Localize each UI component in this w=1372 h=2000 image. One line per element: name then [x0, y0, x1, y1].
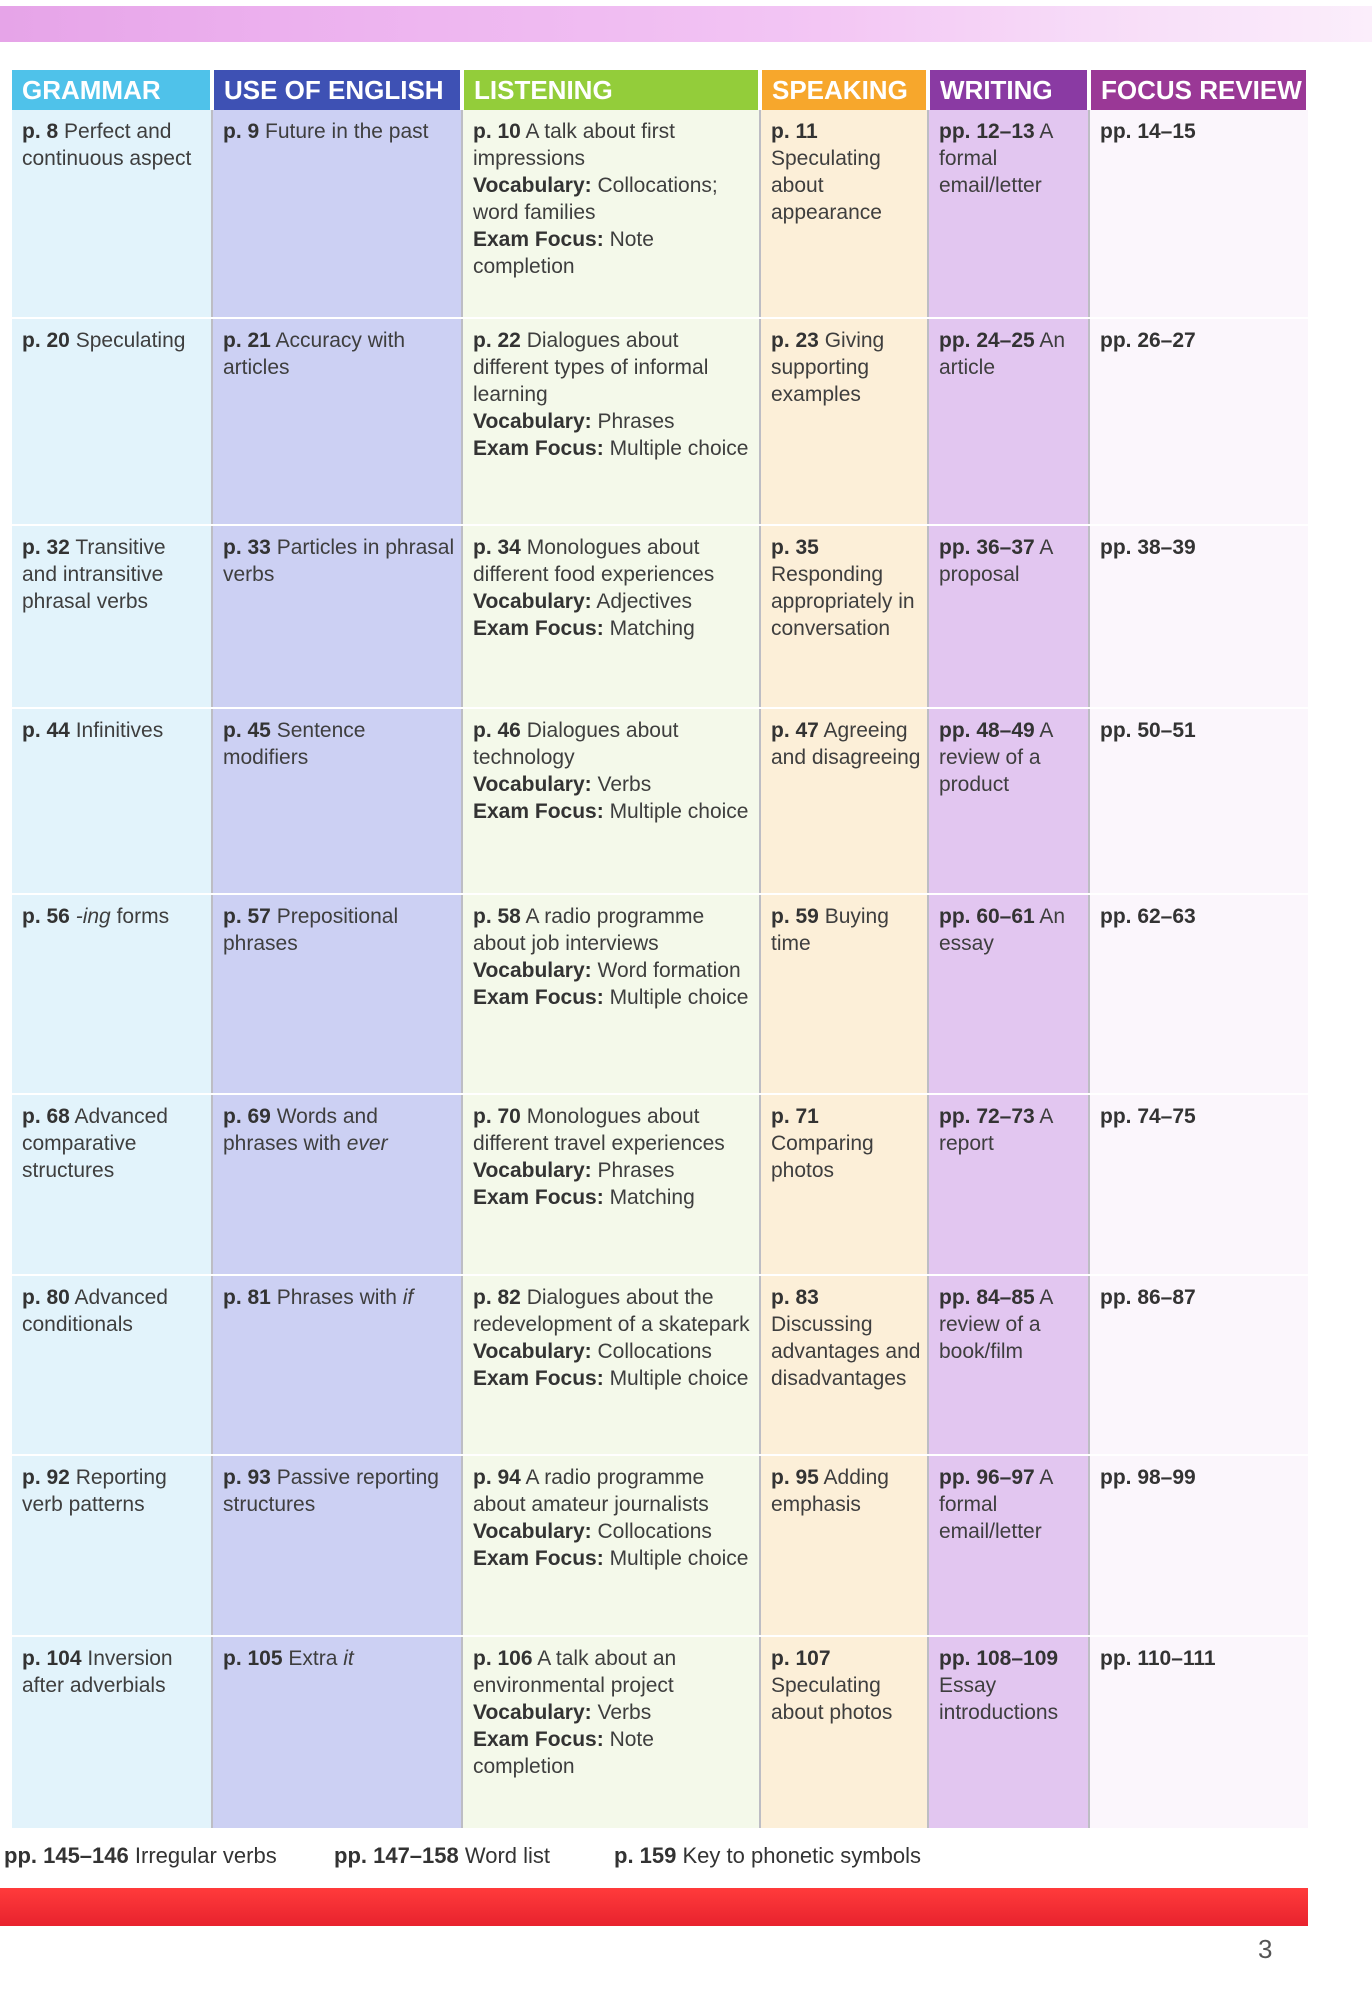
- cell-main-text: [473, 1105, 725, 1155]
- page-reference: p. 69: [223, 1105, 271, 1128]
- cell-use-of-english[interactable]: [212, 1275, 462, 1455]
- page-reference: p. 32: [22, 536, 70, 559]
- cell-use-of-english[interactable]: [212, 708, 462, 894]
- cell-main-text: [223, 120, 428, 143]
- cell-speaking[interactable]: [760, 1275, 928, 1455]
- cell-main-text: [223, 905, 398, 955]
- page-reference: p. 80: [22, 1286, 70, 1309]
- vocabulary-label: Vocabulary:: [473, 1159, 592, 1182]
- cell-main-text: [473, 329, 708, 406]
- italic-term: -ing: [75, 905, 111, 928]
- topic-text: Sentence modifiers: [223, 719, 366, 769]
- table-row: [12, 1636, 1308, 1829]
- vocabulary-line: [473, 957, 753, 984]
- page-reference: p. 92: [22, 1466, 70, 1489]
- cell-listening[interactable]: [462, 1094, 760, 1275]
- table-row: [12, 708, 1308, 894]
- page-reference: p. 8: [22, 120, 59, 143]
- cell-grammar[interactable]: [12, 110, 212, 318]
- page-reference: pp. 86–87: [1100, 1286, 1196, 1309]
- table-row: [12, 525, 1308, 708]
- topic-text: Transitive and intransitive phrasal verbs: [22, 536, 166, 613]
- page-reference: p. 11: [771, 120, 818, 143]
- cell-main-text: [1100, 1105, 1196, 1128]
- exam-focus-text: Multiple choice: [609, 1367, 749, 1390]
- topic-text: Phrases with: [276, 1286, 403, 1309]
- header-focus-review: FOCUS REVIEW: [1089, 70, 1308, 110]
- table-row: [12, 110, 1308, 318]
- topic-text: Words and phrases with: [223, 1105, 378, 1155]
- appendix-link-irregular-verbs[interactable]: pp. 145–146 Irregular verbs: [4, 1843, 277, 1868]
- exam-focus-text: Multiple choice: [609, 437, 749, 460]
- cell-main-text: [939, 1647, 1058, 1724]
- topic-text: Passive reporting structures: [223, 1466, 439, 1516]
- topic-text: Buying time: [771, 905, 889, 955]
- cell-speaking[interactable]: [760, 525, 928, 708]
- cell-main-text: [22, 1105, 168, 1182]
- cell-main-text: [22, 536, 166, 613]
- topic-text: Future in the past: [265, 120, 429, 143]
- page-reference: p. 105: [223, 1647, 283, 1670]
- topic-text: Comparing photos: [771, 1132, 874, 1182]
- page-reference: pp. 110–111: [1100, 1647, 1216, 1670]
- cell-main-text: [473, 905, 704, 955]
- topic-text: Advanced conditionals: [22, 1286, 168, 1336]
- cell-focus-review[interactable]: [1089, 894, 1308, 1094]
- exam-focus-line: [473, 1726, 753, 1780]
- topic-text: Monologues about different food experiences: [473, 536, 715, 586]
- cell-writing[interactable]: [928, 318, 1089, 525]
- cell-grammar[interactable]: [12, 525, 212, 708]
- cell-focus-review[interactable]: [1089, 708, 1308, 894]
- vocabulary-line: [473, 1338, 753, 1365]
- cell-speaking[interactable]: [760, 1094, 928, 1275]
- topic-text: A talk about first impressions: [473, 120, 675, 170]
- cell-grammar[interactable]: [12, 1455, 212, 1636]
- cell-use-of-english[interactable]: [212, 318, 462, 525]
- cell-writing[interactable]: [928, 1636, 1089, 1829]
- cell-grammar[interactable]: [12, 1275, 212, 1455]
- page-reference: p. 47: [771, 719, 819, 742]
- exam-focus-line: [473, 226, 753, 280]
- page-reference: p. 45: [223, 719, 271, 742]
- topic-text: A radio programme about amateur journalists: [473, 1466, 709, 1516]
- page-reference: p. 81: [223, 1286, 271, 1309]
- page-reference: p. 33: [223, 536, 271, 559]
- cell-main-text: [771, 719, 920, 769]
- cell-main-text: [939, 329, 1065, 379]
- exam-focus-line: [473, 615, 753, 642]
- cell-main-text: [22, 1466, 167, 1516]
- table-row: [12, 318, 1308, 525]
- exam-focus-text: Multiple choice: [609, 800, 749, 823]
- cell-main-text: [473, 1286, 750, 1336]
- page-reference: pp. 108–109: [939, 1647, 1059, 1670]
- topic-text: An essay: [939, 905, 1066, 955]
- page-reference: p. 34: [473, 536, 521, 559]
- cell-main-text: [771, 1466, 889, 1516]
- cell-main-text: [22, 719, 163, 742]
- vocabulary-text: Collocations; word families: [473, 174, 718, 224]
- page-reference: p. 35: [771, 536, 819, 559]
- cell-writing[interactable]: [928, 708, 1089, 894]
- exam-focus-label: Exam Focus:: [473, 1547, 604, 1570]
- italic-term: ever: [346, 1132, 388, 1155]
- topic-text: A radio programme about job interviews: [473, 905, 705, 955]
- cell-listening[interactable]: [462, 708, 760, 894]
- cell-focus-review[interactable]: [1089, 1636, 1308, 1829]
- cell-main-text: [1100, 719, 1196, 742]
- exam-focus-label: Exam Focus:: [473, 800, 604, 823]
- exam-focus-line: [473, 1545, 753, 1572]
- topic-text: A report: [939, 1105, 1053, 1155]
- page-reference: p. 56: [22, 905, 70, 928]
- topic-text: An article: [939, 329, 1066, 379]
- topic-text: A review of a product: [939, 719, 1053, 796]
- page-reference: p. 95: [771, 1466, 819, 1489]
- page-reference: p. 46: [473, 719, 521, 742]
- topic-text: Speculating about photos: [771, 1674, 893, 1724]
- cell-main-text: [473, 1647, 676, 1697]
- cell-main-text: [223, 719, 365, 769]
- vocabulary-label: Vocabulary:: [473, 1340, 592, 1363]
- cell-main-text: [473, 1466, 709, 1516]
- page-reference: pp. 26–27: [1100, 329, 1196, 352]
- cell-writing[interactable]: [928, 110, 1089, 318]
- topic-text: Infinitives: [75, 719, 164, 742]
- topic-text: Adding emphasis: [771, 1466, 889, 1516]
- vocabulary-text: Phrases: [597, 410, 675, 433]
- cell-use-of-english[interactable]: [212, 1636, 462, 1829]
- cell-main-text: [1100, 329, 1196, 352]
- cell-main-text: [771, 536, 915, 640]
- page-reference: p. 107: [771, 1647, 831, 1670]
- page-reference: pp. 12–13: [939, 120, 1035, 143]
- page-reference: p. 104: [22, 1647, 82, 1670]
- cell-main-text: [939, 1105, 1052, 1155]
- page-reference: p. 9: [223, 120, 260, 143]
- vocabulary-line: [473, 408, 753, 435]
- cell-use-of-english[interactable]: [212, 1094, 462, 1275]
- cell-main-text: [771, 1647, 892, 1724]
- cell-writing[interactable]: [928, 525, 1089, 708]
- topic-text: Discussing advantages and disadvantages: [771, 1313, 921, 1390]
- page-reference: pp. 84–85: [939, 1286, 1035, 1309]
- cell-use-of-english[interactable]: [212, 525, 462, 708]
- cell-speaking[interactable]: [760, 1455, 928, 1636]
- cell-focus-review[interactable]: [1089, 1094, 1308, 1275]
- cell-main-text: [939, 1466, 1052, 1543]
- topic-text: Monologues about different travel experiences: [473, 1105, 725, 1155]
- topic-text: Dialogues about the redevelopment of a skatepark: [473, 1286, 750, 1336]
- vocabulary-label: Vocabulary:: [473, 1520, 592, 1543]
- topic-text: A talk about an environmental project: [473, 1647, 677, 1697]
- exam-focus-line: [473, 435, 753, 462]
- cell-use-of-english[interactable]: [212, 110, 462, 318]
- appendix-link-word-list[interactable]: pp. 147–158 Word list: [334, 1843, 551, 1868]
- vocabulary-label: Vocabulary:: [473, 773, 592, 796]
- exam-focus-label: Exam Focus:: [473, 1186, 604, 1209]
- page-reference: p. 68: [22, 1105, 70, 1128]
- page-reference: p. 93: [223, 1466, 271, 1489]
- cell-main-text: [939, 719, 1052, 796]
- cell-main-text: [22, 329, 185, 352]
- cell-main-text: [1100, 1466, 1196, 1489]
- top-decorative-strip: [0, 6, 1372, 42]
- contents-table: [12, 70, 1310, 1830]
- cell-listening[interactable]: [462, 318, 760, 525]
- cell-listening[interactable]: [462, 525, 760, 708]
- page-reference: pp. 60–61: [939, 905, 1035, 928]
- cell-use-of-english[interactable]: [212, 1455, 462, 1636]
- cell-main-text: [939, 120, 1052, 197]
- page-reference: p. 44: [22, 719, 70, 742]
- exam-focus-line: [473, 798, 753, 825]
- page-reference: p. 82: [473, 1286, 521, 1309]
- exam-focus-line: [473, 984, 753, 1011]
- cell-grammar[interactable]: [12, 1636, 212, 1829]
- topic-text: Accuracy with articles: [223, 329, 406, 379]
- topic-text: Particles in phrasal verbs: [223, 536, 455, 586]
- cell-main-text: [223, 1466, 439, 1516]
- page-reference: pp. 38–39: [1100, 536, 1196, 559]
- exam-focus-label: Exam Focus:: [473, 1367, 604, 1390]
- cell-speaking[interactable]: [760, 110, 928, 318]
- topic-text: Advanced comparative structures: [22, 1105, 168, 1182]
- table-row: [12, 1275, 1308, 1455]
- cell-main-text: [473, 719, 678, 769]
- topic-text: Reporting verb patterns: [22, 1466, 167, 1516]
- header-speaking: SPEAKING: [760, 70, 928, 110]
- cell-grammar[interactable]: [12, 894, 212, 1094]
- page-reference: p. 70: [473, 1105, 521, 1128]
- cell-main-text: [22, 120, 191, 170]
- page-reference: p. 57: [223, 905, 271, 928]
- cell-speaking[interactable]: [760, 1636, 928, 1829]
- page-reference: p. 10: [473, 120, 521, 143]
- vocabulary-label: Vocabulary:: [473, 174, 592, 197]
- vocabulary-line: [473, 172, 753, 226]
- cell-grammar[interactable]: [12, 1094, 212, 1275]
- page-reference: pp. 62–63: [1100, 905, 1196, 928]
- cell-main-text: [939, 536, 1052, 586]
- exam-focus-line: [473, 1184, 753, 1211]
- cell-listening[interactable]: [462, 110, 760, 318]
- cell-writing[interactable]: [928, 894, 1089, 1094]
- exam-focus-text: Matching: [609, 617, 695, 640]
- page-reference: pp. 50–51: [1100, 719, 1196, 742]
- table-row: [12, 1094, 1308, 1275]
- page-reference: p. 23: [771, 329, 819, 352]
- cell-focus-review[interactable]: [1089, 110, 1308, 318]
- page-reference: p. 94: [473, 1466, 521, 1489]
- vocabulary-text: Collocations: [597, 1520, 712, 1543]
- vocabulary-line: [473, 771, 753, 798]
- cell-listening[interactable]: [462, 1275, 760, 1455]
- cell-listening[interactable]: [462, 1636, 760, 1829]
- page-reference: p. 106: [473, 1647, 533, 1670]
- header-listening: LISTENING: [462, 70, 760, 110]
- cell-speaking[interactable]: [760, 318, 928, 525]
- exam-focus-label: Exam Focus:: [473, 617, 604, 640]
- exam-focus-line: [473, 1365, 753, 1392]
- page-reference: p. 83: [771, 1286, 819, 1309]
- cell-main-text: [1100, 1286, 1196, 1309]
- topic-text: A proposal: [939, 536, 1053, 586]
- page-reference: pp. 36–37: [939, 536, 1035, 559]
- page-reference: p. 22: [473, 329, 521, 352]
- cell-focus-review[interactable]: [1089, 525, 1308, 708]
- topic-text: Agreeing and disagreeing: [771, 719, 921, 769]
- topic-text: A review of a book/film: [939, 1286, 1053, 1363]
- cell-writing[interactable]: [928, 1455, 1089, 1636]
- cell-focus-review[interactable]: [1089, 1275, 1308, 1455]
- appendix-link-phonetic-symbols[interactable]: p. 159 Key to phonetic symbols: [614, 1843, 921, 1868]
- cell-listening[interactable]: [462, 894, 760, 1094]
- vocabulary-text: Verbs: [597, 1701, 652, 1724]
- page-reference: pp. 74–75: [1100, 1105, 1196, 1128]
- vocabulary-text: Verbs: [597, 773, 652, 796]
- header-use-of-english: USE OF ENGLISH: [212, 70, 462, 110]
- cell-main-text: [771, 1286, 920, 1390]
- topic-text: Responding appropriately in conversation: [771, 563, 915, 640]
- cell-main-text: [771, 905, 889, 955]
- vocabulary-line: [473, 1518, 753, 1545]
- cell-main-text: [223, 1105, 388, 1155]
- topic-text: A formal email/letter: [939, 1466, 1053, 1543]
- page-reference: p. 59: [771, 905, 819, 928]
- topic-text: Extra: [288, 1647, 344, 1670]
- cell-focus-review[interactable]: [1089, 318, 1308, 525]
- cell-main-text: [1100, 905, 1196, 928]
- topic-text: Speculating about appearance: [771, 147, 882, 224]
- cell-writing[interactable]: [928, 1275, 1089, 1455]
- vocabulary-label: Vocabulary:: [473, 1701, 592, 1724]
- topic-text: Dialogues about different types of informal learning: [473, 329, 709, 406]
- cell-main-text: [22, 1286, 168, 1336]
- italic-term: it: [343, 1647, 354, 1670]
- vocabulary-text: Phrases: [597, 1159, 675, 1182]
- italic-term: if: [402, 1286, 414, 1309]
- header-grammar: GRAMMAR: [12, 70, 212, 110]
- exam-focus-label: Exam Focus:: [473, 228, 604, 251]
- vocabulary-line: [473, 1157, 753, 1184]
- bottom-red-bar: [0, 1888, 1308, 1926]
- cell-listening[interactable]: [462, 1455, 760, 1636]
- cell-main-text: [771, 1105, 874, 1182]
- exam-focus-text: Note completion: [473, 228, 654, 278]
- vocabulary-text: Collocations: [597, 1340, 712, 1363]
- topic-text: Dialogues about technology: [473, 719, 679, 769]
- cell-focus-review[interactable]: [1089, 1455, 1308, 1636]
- header-row: [12, 70, 1308, 110]
- topic-text: Perfect and continuous aspect: [22, 120, 192, 170]
- page-reference: pp. 96–97: [939, 1466, 1035, 1489]
- vocabulary-label: Vocabulary:: [473, 410, 592, 433]
- vocabulary-label: Vocabulary:: [473, 959, 592, 982]
- cell-main-text: [22, 905, 169, 928]
- cell-main-text: [223, 536, 454, 586]
- cell-speaking[interactable]: [760, 708, 928, 894]
- vocabulary-text: Adjectives: [596, 590, 693, 613]
- cell-main-text: [223, 329, 405, 379]
- page-reference: p. 21: [223, 329, 271, 352]
- cell-use-of-english[interactable]: [212, 894, 462, 1094]
- exam-focus-text: Note completion: [473, 1728, 654, 1778]
- topic-text: Giving supporting examples: [771, 329, 885, 406]
- cell-main-text: [223, 1286, 413, 1309]
- cell-main-text: [771, 329, 884, 406]
- cell-main-text: [939, 1286, 1052, 1363]
- page-reference: pp. 72–73: [939, 1105, 1035, 1128]
- page-reference: pp. 98–99: [1100, 1466, 1196, 1489]
- cell-main-text: [1100, 1647, 1216, 1670]
- exam-focus-text: Multiple choice: [609, 986, 749, 1009]
- cell-main-text: [771, 120, 882, 224]
- cell-main-text: [1100, 536, 1196, 559]
- table-row: [12, 1455, 1308, 1636]
- page-reference: pp. 48–49: [939, 719, 1035, 742]
- header-writing: WRITING: [928, 70, 1089, 110]
- cell-main-text: [22, 1647, 173, 1697]
- page-number: 3: [1258, 1934, 1273, 1964]
- exam-focus-text: Matching: [609, 1186, 695, 1209]
- page-reference: pp. 24–25: [939, 329, 1035, 352]
- topic-text: Prepositional phrases: [223, 905, 399, 955]
- cell-main-text: [473, 120, 675, 170]
- cell-main-text: [473, 536, 714, 586]
- topic-text: forms: [110, 905, 170, 928]
- topic-text: Speculating: [75, 329, 186, 352]
- table-row: [12, 894, 1308, 1094]
- cell-speaking[interactable]: [760, 894, 928, 1094]
- exam-focus-label: Exam Focus:: [473, 1728, 604, 1751]
- vocabulary-line: [473, 588, 753, 615]
- exam-focus-label: Exam Focus:: [473, 437, 604, 460]
- cell-writing[interactable]: [928, 1094, 1089, 1275]
- cell-main-text: [939, 905, 1065, 955]
- exam-focus-text: Multiple choice: [609, 1547, 749, 1570]
- cell-grammar[interactable]: [12, 708, 212, 894]
- cell-main-text: [1100, 120, 1196, 143]
- page-reference: p. 20: [22, 329, 70, 352]
- vocabulary-text: Word formation: [597, 959, 741, 982]
- topic-text: Essay introductions: [939, 1674, 1059, 1724]
- vocabulary-line: [473, 1699, 753, 1726]
- vocabulary-label: Vocabulary:: [473, 590, 592, 613]
- page-reference: p. 71: [771, 1105, 819, 1128]
- topic-text: A formal email/letter: [939, 120, 1053, 197]
- page-reference: pp. 14–15: [1100, 120, 1196, 143]
- page-reference: p. 58: [473, 905, 521, 928]
- cell-main-text: [223, 1647, 354, 1670]
- cell-grammar[interactable]: [12, 318, 212, 525]
- topic-text: Inversion after adverbials: [22, 1647, 173, 1697]
- exam-focus-label: Exam Focus:: [473, 986, 604, 1009]
